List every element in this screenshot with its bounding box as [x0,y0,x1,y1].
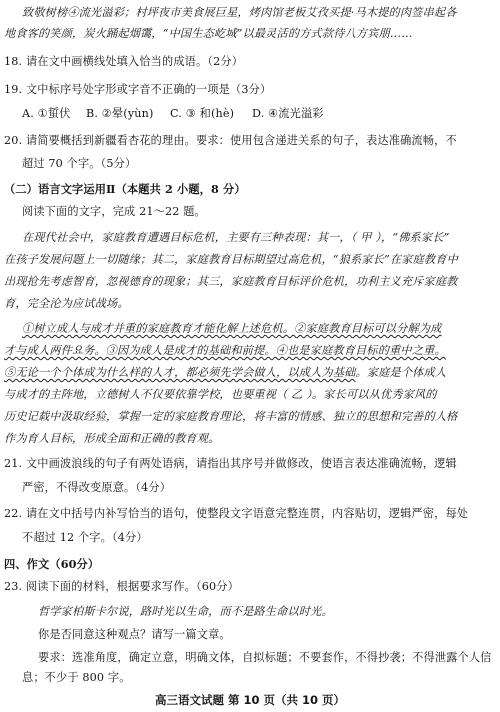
question-23-prompt: 你是否同意这种观点？请写一篇文章。 [38,628,231,641]
passage-2-line-10: 作为育人目标，形成全面和正确的教育观。 [4,432,220,445]
passage-2-line-3: 出现抢先考虑智育，忽视德育的现象；其三，家庭教育目标评价危机，功利主义充斥家庭教 [4,275,458,288]
question-21-line-1: 21. 文中画波浪线的句子有两处语病，请指出其序号并做修改，使语言表达准确流畅，逻辑 [4,457,457,470]
question-20-line-2: 超过 70 个字。（5分） [22,157,137,170]
section-2-heading: （二）语言文字运用Ⅱ（本题共 2 小题，8 分） [4,182,246,196]
wavy-sentence-part-3: ⑤无论一个个体成为什么样的人才，都必须先学会做人，以成人为基础 [4,366,356,379]
passage-2-line-1: 在现代社会中，家庭教育遭遇目标危机，主要有三种表现：其一，（ 甲 ），“佛系家长” [22,231,450,244]
wavy-sentence-part-1: ①树立成人与成才并重的家庭教育才能化解上述危机。②家庭教育目标可以分解为成 [22,322,442,335]
passage-top-line-2: 地食客的笑颜，炭火踊起烟霭，“中国生态屹城”以最灵活的方式款待八方宾朋…… [4,27,413,40]
passage-2-line-7-rest: 。家庭是个体成人 [355,366,447,379]
question-18: 18. 请在文中画横线处填入恰当的成语。（2分） [4,55,244,68]
passage-2-line-7 [4,366,446,380]
option-d: D. ④流光溢彩 [252,107,324,120]
passage-top-line-1: 致敬树榜④流光溢彩；村坪夜市美食展巨星，烤肉馆老板艾孜买提·马木提的肉签串起各 [22,6,457,19]
passage-2-line-6 [4,344,446,358]
question-20-line-1: 20. 请简要概括到新疆看杏花的理由。要求：使用包含递进关系的句子，表达准确流畅，不 [4,134,457,147]
option-b: B. ②晕(yùn) [86,107,154,120]
section-4-heading: 四、作文（60分） [4,557,100,571]
question-19-options [22,107,482,121]
passage-2-line-9: 历史记载中汲取经验，掌握一定的家庭教育理论，将丰富的情感、独立的思想和完善的人格 [4,410,458,423]
question-21-line-2: 严密，不得改变原意。（4分） [22,481,172,494]
passage-2-line-5 [22,322,442,336]
passage-2-line-2: 在孩子发展问题上一切随缘；其二，家庭教育目标期望过高危机，“狼系家长”在家庭教育中 [4,253,458,266]
question-22-line-2: 不超过 12 个字。（4分） [22,531,148,544]
question-23-stem: 23. 阅读下面的材料，根据要求写作。（60分） [4,580,239,593]
question-23-requirement-line-1: 要求：选准角度，确定立意，明确文体，自拟标题；不要套作，不得抄袭；不得泄露个人信 [38,651,492,664]
passage-2-line-4: 育，完全沦为应试战场。 [4,297,129,310]
wavy-sentence-part-2: 才与成人两件요务。③因为成人是成才的基础和前提。④也是家庭教育目标的重中之重。 [4,344,446,357]
option-c: C. ③ 和(hè) [170,107,235,120]
passage-2-line-8: 与成才的主阵地，立德树人不仅要依靠学校，也要重视（ 乙 ）。家长可以从优秀家风的 [4,388,437,401]
section-2-instruction: 阅读下面的文字，完成 21～22 题。 [22,205,206,218]
page-footer: 高三语文试题 第 10 页（共 10 页） [154,693,346,707]
option-a: A. ①蜇伏 [22,107,71,120]
question-23-requirement-line-2: 息；不少于 800 字。 [22,671,131,684]
question-19-stem: 19. 文中标序号处字形或字音不正确的一项是（3分） [4,83,272,96]
question-23-quote: 哲学家柏斯卡尔说，路时光以生命，而不是路生命以时光。 [38,605,333,618]
question-22-line-1: 22. 请在文中括号内补写恰当的语句，使整段文字语意完整连贯，内容贴切，逻辑严密，每处 [4,507,469,520]
